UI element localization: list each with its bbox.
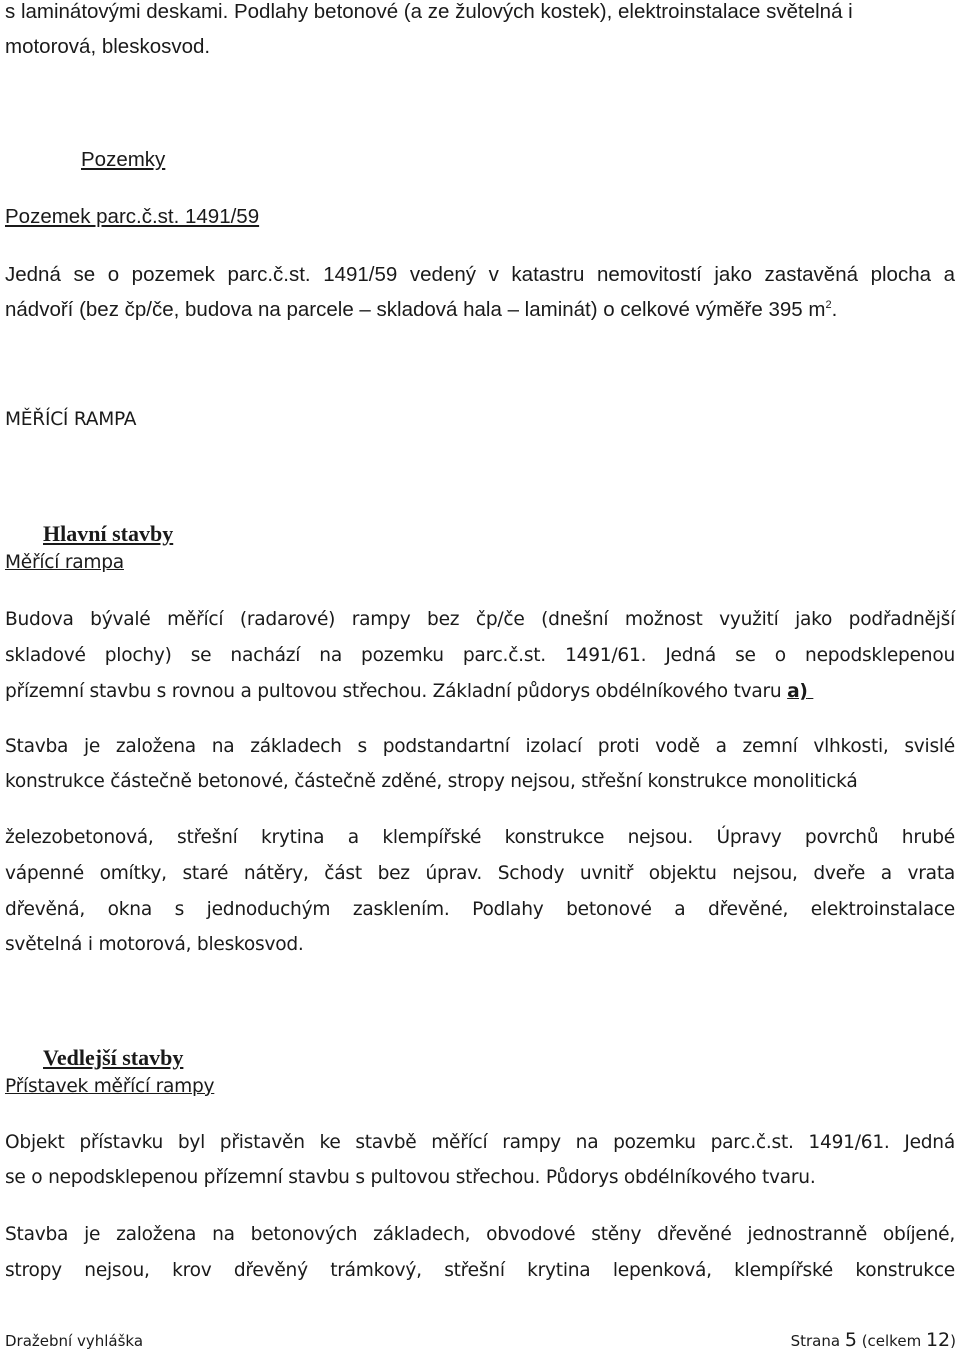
text-line: s laminátovými deskami. Podlahy betonové (a ze žulových kostek), elektroinstalace světelná i <box>5 0 853 23</box>
heading-vedlejsi-stavby: Vedlejší stavby <box>43 1045 184 1070</box>
text-line: Budova bývalé měřící (radarové) rampy bez čp/če (dnešní možnost využití jako podřadnější <box>5 609 955 630</box>
text-line: Jedná se o pozemek parc.č.st. 1491/59 vedený v katastru nemovitostí jako zastavěná plocha a <box>5 263 955 286</box>
footer-document-title: Dražební vyhláška <box>5 1332 144 1350</box>
page-prefix: Strana <box>790 1332 845 1350</box>
page-number: 5 <box>844 1329 857 1351</box>
text-line: stropy nejsou, krov dřevěný trámkový, střešní krytina lepenková, klempířské konstrukce <box>5 1260 955 1281</box>
total-pages: 12 <box>925 1329 951 1351</box>
subheading-pozemek: Pozemek parc.č.st. 1491/59 <box>5 205 260 228</box>
text-line: světelná i motorová, bleskosvod. <box>5 934 304 955</box>
text-line: dřevěná, okna s jednoduchým zasklením. Podlahy betonové a dřevěné, elektroinstalace <box>5 899 955 920</box>
text-segment: přízemní stavbu s rovnou a pultovou střechou. Základní půdorys obdélníkového tvaru <box>5 681 788 702</box>
subheading-pristavek: Přístavek měřící rampy <box>5 1076 215 1097</box>
section-heading-pozemky: Pozemky <box>81 148 166 171</box>
section-title: MĚŘÍCÍ RAMPA <box>5 409 137 430</box>
text-segment: nádvoří (bez čp/če, budova na parcele – skladová hala – laminát) o celkové výměře 395 m <box>5 298 826 321</box>
text-line: konstrukce částečně betonové, částečně zděné, stropy nejsou, střešní konstrukce monolitická <box>5 771 858 792</box>
text-line: se o nepodsklepenou přízemní stavbu s pultovou střechou. Půdorys obdélníkového tvaru. <box>5 1167 816 1188</box>
text-line: Objekt přístavku byl přistavěn ke stavbě měřící rampy na pozemku parc.č.st. 1491/61. Jedná <box>5 1132 955 1153</box>
text-line: Stavba je založena na základech s podstandartní izolací proti vodě a zemní vlhkosti, svislé <box>5 736 955 757</box>
text-segment: . <box>831 298 838 321</box>
text-line: vápenné omítky, staré nátěry, část bez úprav. Schody uvnitř objektu nejsou, dveře a vrata <box>5 863 955 884</box>
total-prefix: (celkem <box>856 1332 926 1350</box>
total-suffix: ) <box>950 1332 956 1350</box>
footer-page-number <box>791 1329 956 1351</box>
subheading-meric-rampa: Měřící rampa <box>5 552 124 573</box>
appendix-marker: a) <box>787 681 808 702</box>
text-line: železobetonová, střešní krytina a klempířské konstrukce nejsou. Úpravy povrchů hrubé <box>5 827 955 848</box>
text-line <box>5 298 837 322</box>
text-line: motorová, bleskosvod. <box>5 35 211 58</box>
text-line <box>5 681 813 702</box>
area-exponent: 2 <box>825 299 832 311</box>
text-line: Stavba je založena na betonových základech, obvodové stěny dřevěné jednostranně obíjené, <box>5 1224 955 1245</box>
text-line: skladové plochy) se nachází na pozemku parc.č.st. 1491/61. Jedná se o nepodsklepenou <box>5 645 955 666</box>
heading-hlavni-stavby: Hlavní stavby <box>43 521 174 546</box>
